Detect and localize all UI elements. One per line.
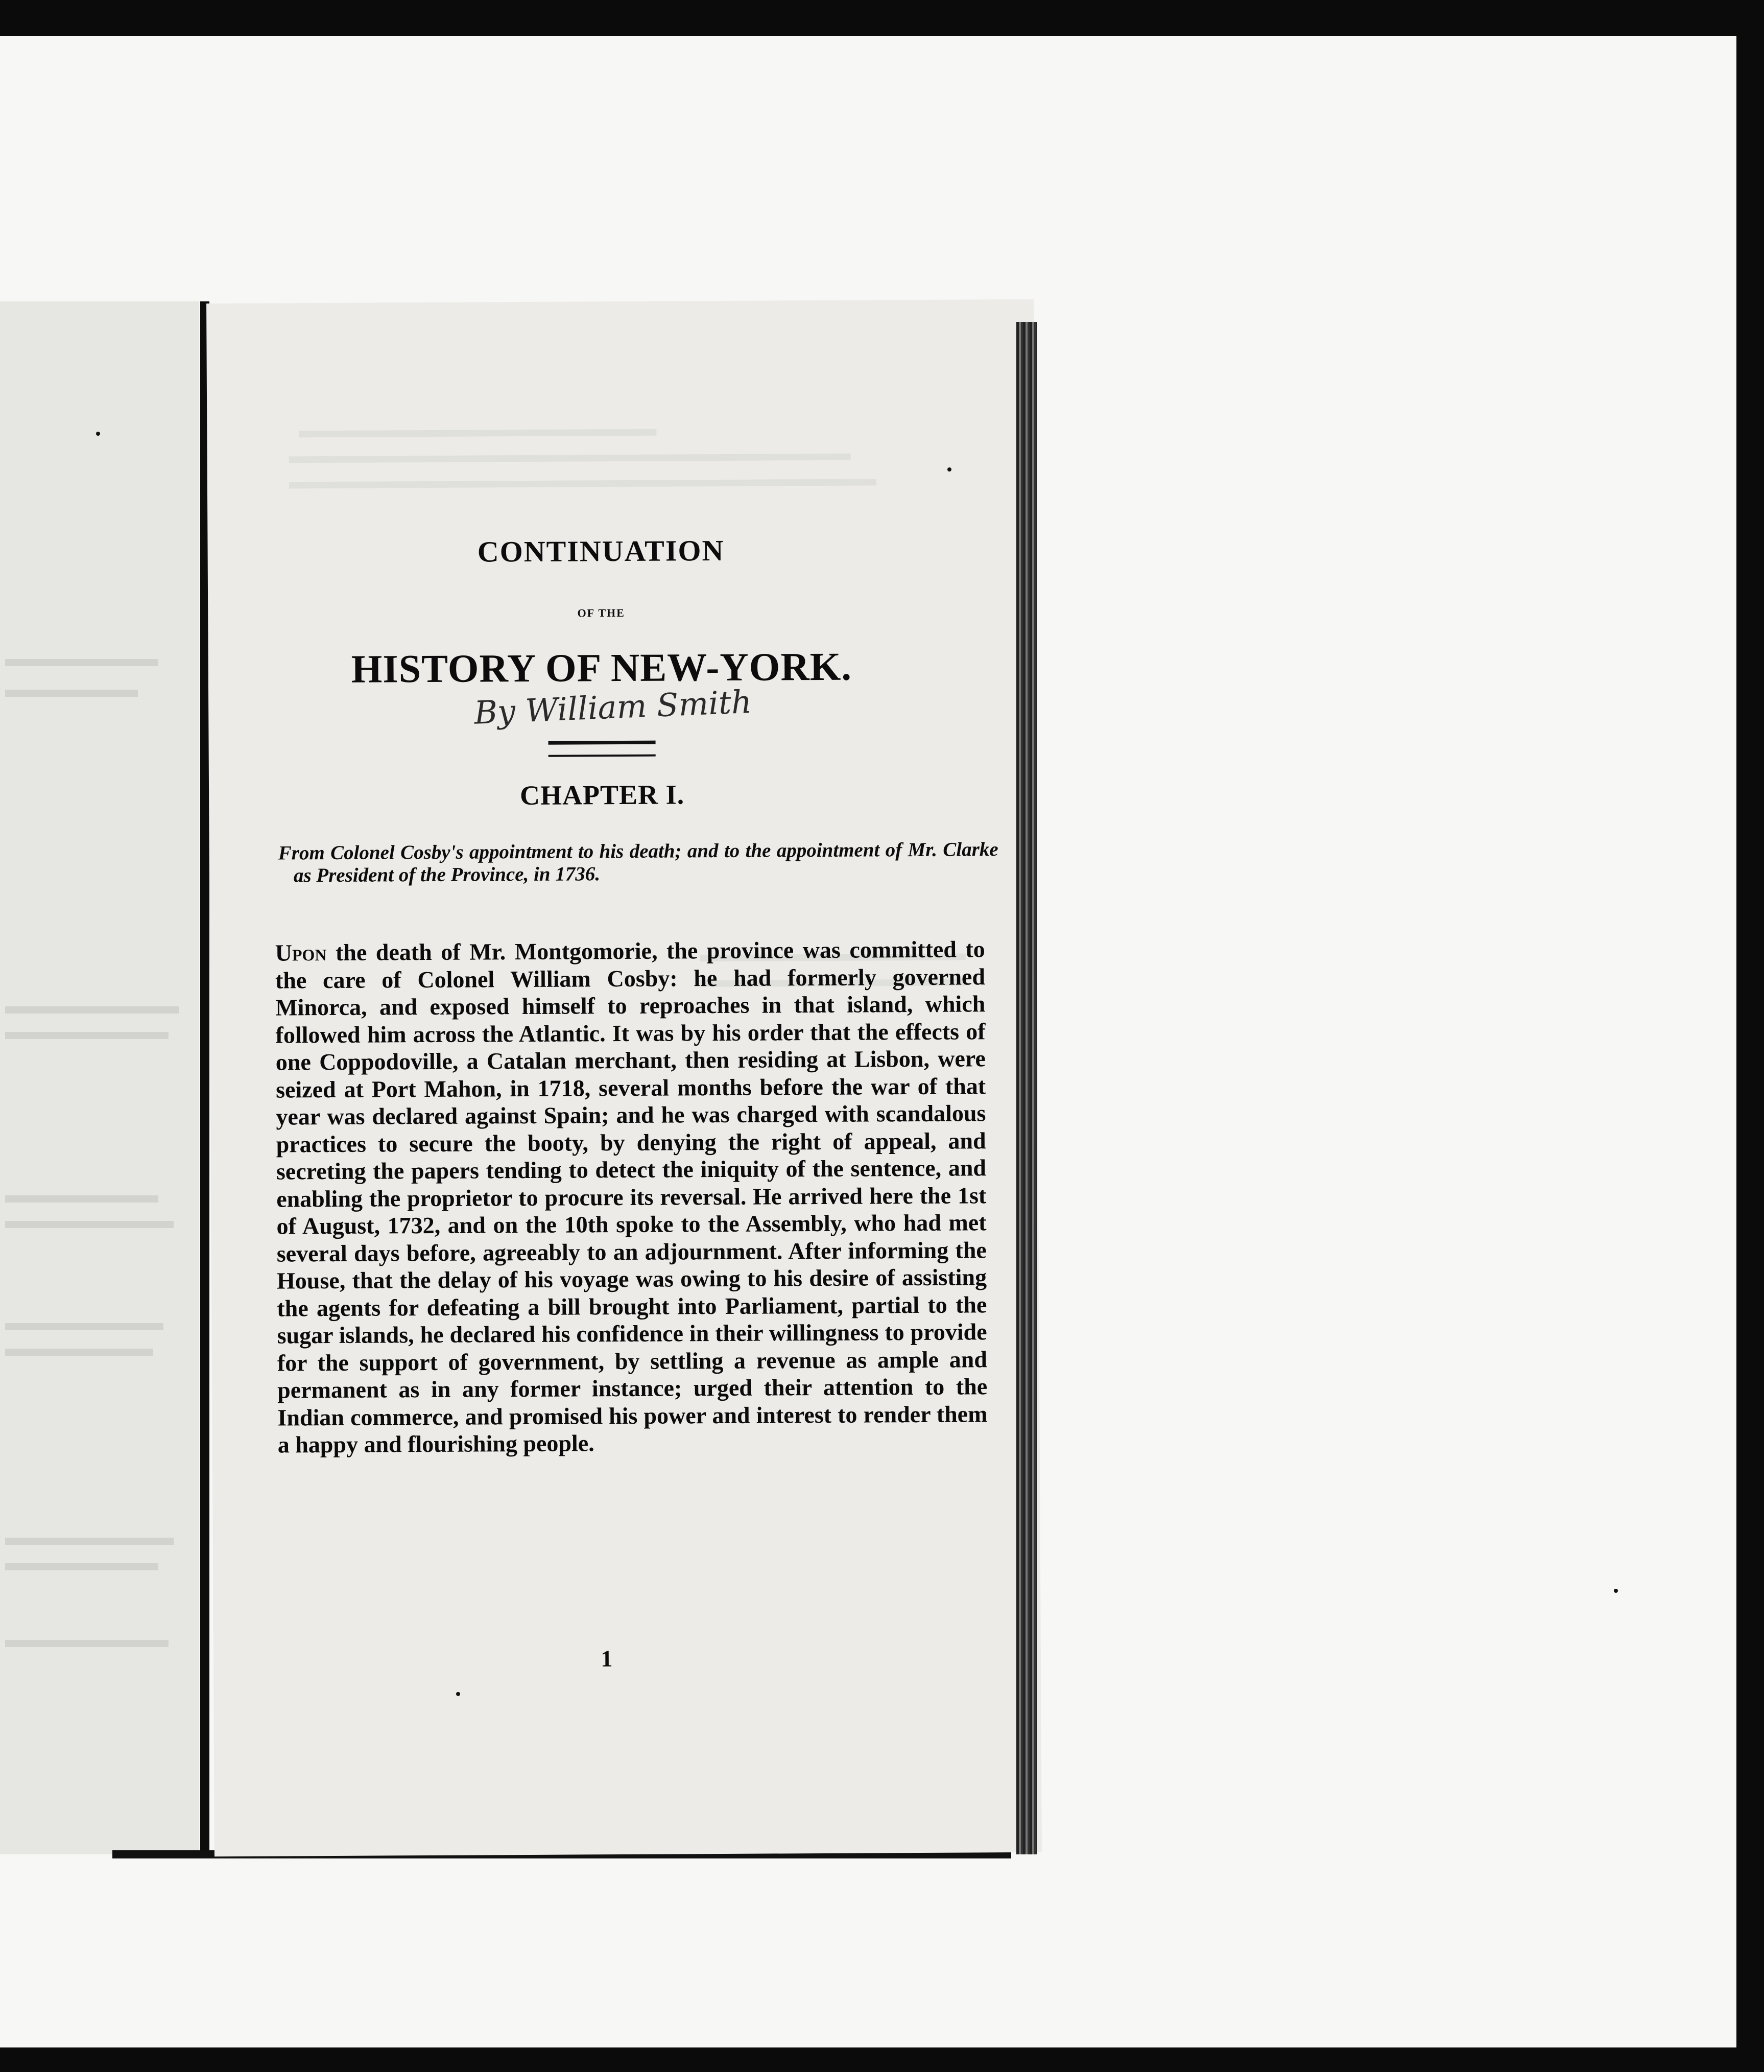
- bleed-through-line: [5, 1323, 163, 1330]
- paragraph-text: the death of Mr. Montgomorie, the province was committed to the care of Colonel William Cosby: he had formerly governed Minorca, and exposed himself to reproaches in that island, which followed him across the Atlantic. It was by his order that the effects of one Coppodoville, a Catalan merchant, then residing at Lisbon, were seized at Port Mahon, in 1718, several months before the war of that year was declared against Spain; and he was charged with scandalous practices to secure the booty, by denying the right of appeal, and secreting the papers tending to detect the iniquity of the sentence, and enabling the proprietor to procure its reversal. He arrived here the 1st of August, 1732, and on the 10th spoke to the Assembly, who had met several days before, agreeably to an adjournment. After informing the House, that the delay of his voyage was owing to his desire of assisting the agents for defeating a bill brought into Parliament, partial to the sugar islands, he declared his confidence in their willingness to provide for the support of government, by settling a revenue as ample and permanent as in any former instance; urged their attention to the Indian commerce, and promised his power and interest to render them a happy and flourishing people.: [275, 936, 988, 1458]
- chapter-summary: From Colonel Cosby's appointment to his death; and to the appointment of Mr. Clarke as President of the Province, in 1736.: [278, 838, 998, 887]
- film-speck: [947, 467, 951, 472]
- bleed-through-line: [5, 1640, 169, 1647]
- title-of-the: OF THE: [577, 606, 625, 620]
- bleed-through-line: [5, 1195, 158, 1203]
- title-continuation: CONTINUATION: [477, 533, 725, 569]
- bleed-through-line: [5, 1221, 174, 1228]
- page-number: 1: [601, 1645, 613, 1672]
- bleed-through-line: [5, 1538, 174, 1545]
- bleed-through-line: [289, 454, 851, 463]
- paragraph-opening-word: Upon: [275, 939, 327, 966]
- bleed-through-line: [5, 1349, 153, 1356]
- title-divider: [549, 741, 656, 757]
- previous-page-fragment: [0, 301, 199, 1854]
- chapter-heading: CHAPTER I.: [519, 779, 685, 811]
- film-speck: [1614, 1589, 1618, 1593]
- film-speck: [96, 432, 100, 436]
- film-speck: [456, 1692, 460, 1696]
- microfilm-sheet: [0, 36, 1736, 2047]
- bleed-through-line: [5, 659, 158, 666]
- bleed-through-line: [5, 1032, 169, 1039]
- bleed-through-line: [5, 690, 138, 697]
- bleed-through-line: [5, 1563, 158, 1570]
- title-history-of-new-york: HISTORY OF NEW-YORK.: [351, 644, 852, 691]
- body-paragraph: [275, 935, 988, 1458]
- book-page: [206, 299, 1042, 1856]
- handwritten-attribution: By William Smith: [473, 682, 753, 732]
- bleed-through-line: [299, 429, 656, 438]
- bleed-through-line: [289, 479, 876, 488]
- page-fore-edge: [1016, 322, 1037, 1854]
- bleed-through-line: [5, 1006, 179, 1014]
